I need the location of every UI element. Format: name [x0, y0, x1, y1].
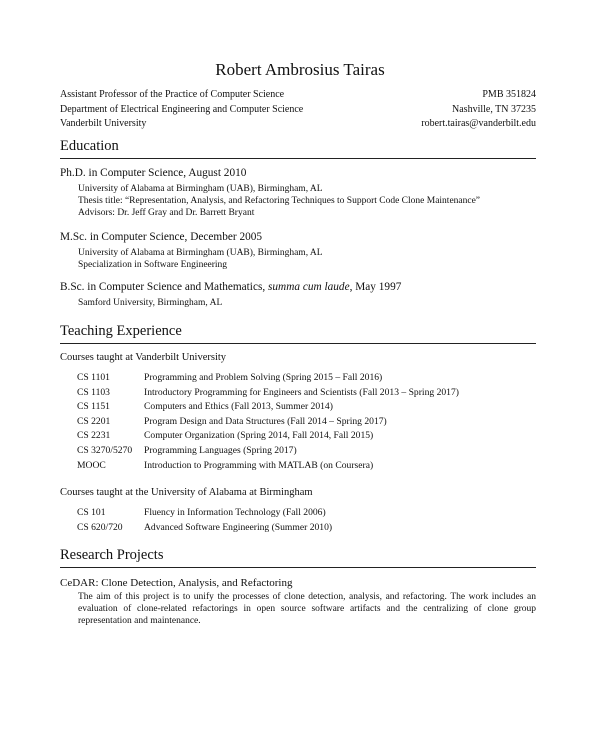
course-desc: Fluency in Information Technology (Fall 2006) — [144, 507, 326, 518]
course-desc: Computer Organization (Spring 2014, Fall 2014, Fall 2015) — [144, 430, 374, 442]
section-title-research: Research Projects — [60, 547, 536, 568]
course-row — [77, 400, 459, 415]
course-code: CS 1101 — [77, 372, 110, 383]
degree-title — [60, 281, 536, 293]
course-code: CS 101 — [77, 507, 106, 518]
course-group — [60, 352, 536, 473]
contact-block — [60, 88, 536, 132]
contact-line: Vanderbilt University — [60, 118, 147, 129]
degree-details — [60, 184, 536, 219]
detail-line: University of Alabama at Birmingham (UAB), Birmingham, AL — [78, 184, 323, 194]
course-row — [77, 415, 459, 430]
detail-line: Samford University, Birmingham, AL — [78, 298, 223, 308]
course-desc: Computers and Ethics (Fall 2013, Summer 2014) — [144, 401, 333, 413]
detail-line: Advisors: Dr. Jeff Gray and Dr. Barrett Bryant — [78, 207, 255, 218]
degree-title-text: B.Sc. in Computer Science and Mathematics, — [60, 281, 269, 293]
degree-title: Ph.D. in Computer Science, August 2010 — [60, 167, 247, 179]
contact-line: Nashville, TN 37235 — [452, 103, 536, 115]
course-row — [77, 444, 459, 459]
course-row — [77, 459, 459, 474]
detail-line: Thesis title: “Representation, Analysis, and Refactoring Techniques to Support Code Clone Maintenance” — [78, 195, 481, 206]
course-code: CS 3270/5270 — [77, 444, 133, 456]
course-group-heading: Courses taught at Vanderbilt University — [60, 352, 227, 363]
contact-line: Department of Electrical Engineering and Computer Science — [60, 103, 304, 115]
contact-address — [421, 88, 536, 132]
course-code: CS 620/720 — [77, 521, 123, 533]
detail-line: University of Alabama at Birmingham (UAB), Birmingham, AL — [78, 248, 323, 258]
project-title: CeDAR: Clone Detection, Analysis, and Refactoring — [60, 577, 293, 589]
detail-line: Specialization in Software Engineering — [78, 259, 228, 270]
degree-date: , May 1997 — [349, 281, 402, 293]
course-code: CS 2231 — [77, 430, 111, 442]
contact-line: PMB 351824 — [482, 89, 536, 100]
education-entry — [60, 231, 536, 272]
course-code: CS 2201 — [77, 415, 111, 427]
course-code: CS 1151 — [77, 401, 110, 413]
courses-table — [77, 506, 332, 535]
contact-line: Assistant Professor of the Practice of Computer Science — [60, 89, 285, 100]
email-link[interactable]: robert.tairas@vanderbilt.edu — [421, 118, 536, 129]
degree-honor: summa cum laude — [268, 281, 350, 293]
education-entry — [60, 281, 536, 310]
courses-table — [77, 371, 459, 473]
course-row — [77, 429, 459, 444]
course-code: MOOC — [77, 459, 106, 471]
course-row — [77, 386, 459, 401]
course-desc: Introduction to Programming with MATLAB (on Coursera) — [144, 459, 374, 471]
course-desc: Programming Languages (Spring 2017) — [144, 444, 297, 456]
education-entry — [60, 167, 536, 219]
degree-title: M.Sc. in Computer Science, December 2005 — [60, 231, 263, 243]
section-title-teaching: Teaching Experience — [60, 323, 536, 344]
degree-details — [60, 248, 536, 272]
course-group — [60, 487, 536, 535]
course-desc: Introductory Programming for Engineers and Scientists (Fall 2013 – Spring 2017) — [144, 386, 459, 398]
course-desc: Programming and Problem Solving (Spring 2015 – Fall 2016) — [144, 372, 383, 383]
section-title-education: Education — [60, 138, 536, 159]
project-description: The aim of this project is to unify the processes of clone detection, analysis, and refactoring. The work includes an evaluation of clone-related refactorings in open source software artifacts and the centralizing of clone group representation and maintenance. — [78, 592, 536, 626]
contact-affiliation — [60, 88, 303, 132]
degree-details — [60, 298, 536, 310]
course-row — [77, 371, 459, 386]
course-desc: Advanced Software Engineering (Summer 2010) — [144, 521, 333, 533]
resume-name: Robert Ambrosius Tairas — [215, 60, 385, 79]
course-desc: Program Design and Data Structures (Fall 2014 – Spring 2017) — [144, 415, 387, 427]
course-code: CS 1103 — [77, 386, 110, 398]
course-row — [77, 521, 332, 536]
course-group-heading: Courses taught at the University of Alabama at Birmingham — [60, 487, 313, 498]
project-entry — [60, 577, 536, 627]
course-row — [77, 506, 332, 521]
